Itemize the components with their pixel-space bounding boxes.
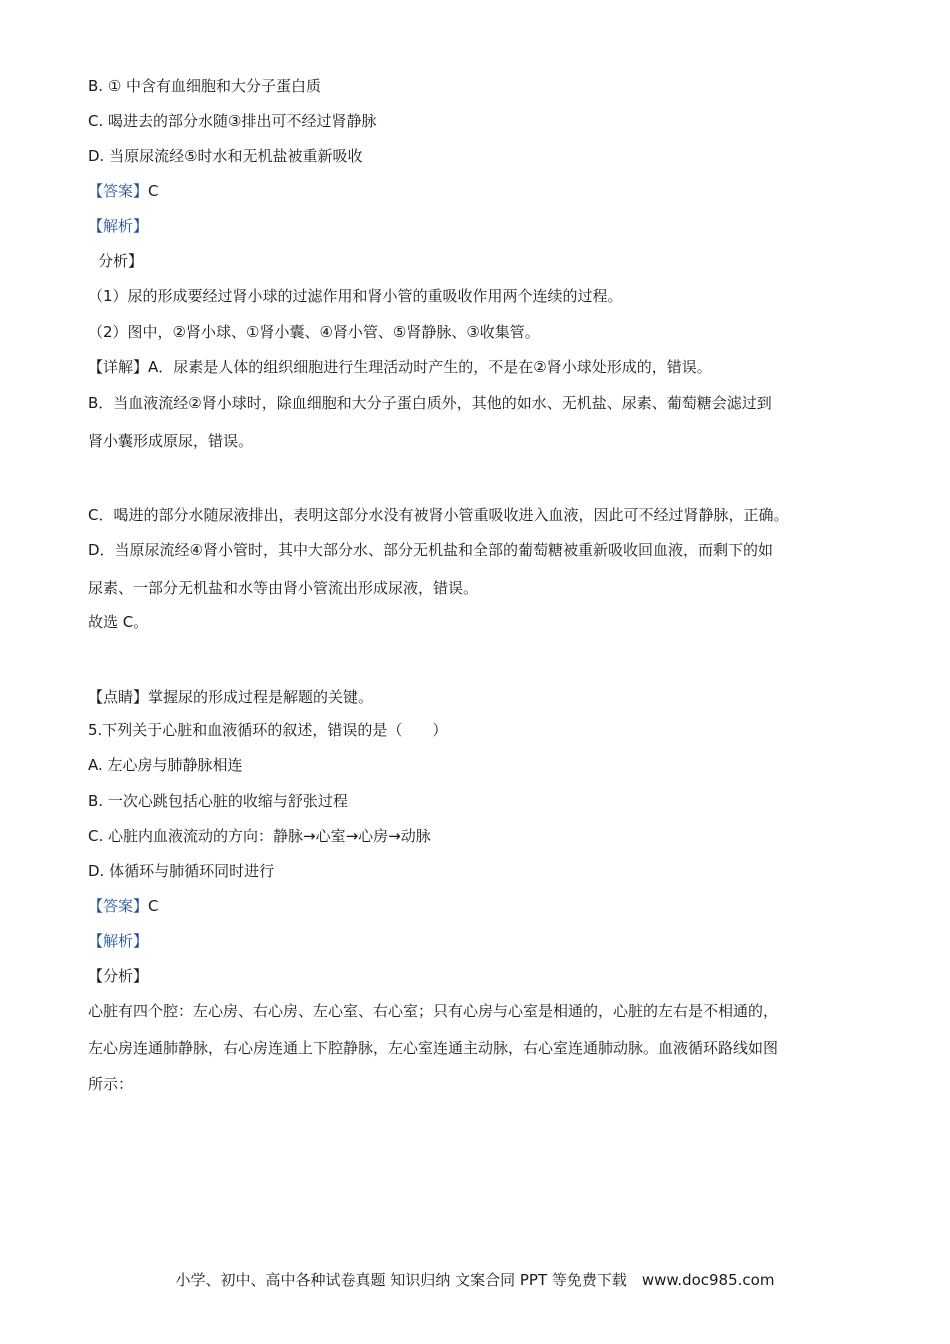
answer-value: C [148,897,159,915]
q4-detail-d-2: 尿素、一部分无机盐和水等由肾小管流出形成尿液，错误。 [88,579,479,597]
q4-analysis-sub: 分析】 [98,252,144,270]
q4-detail-a: 【详解】A．尿素是人体的组织细胞进行生理活动时产生的，不是在②肾小球处形成的，错误。 [88,358,712,376]
q5-answer [88,896,159,916]
q5-para-2: 左心房连通肺静脉，右心房连通上下腔静脉，左心室连通主动脉，右心室连通肺动脉。血液循环路线如图 [88,1039,779,1057]
q4-detail-c: C．喝进的部分水随尿液排出，表明这部分水没有被肾小管重吸收进入血液，因此可不经过肾静脉，正确。 [88,506,789,524]
q4-point: 【点睛】掌握尿的形成过程是解题的关键。 [88,688,374,706]
q4-option-b: B. ① 中含有血细胞和大分子蛋白质 [88,77,322,95]
q4-choose: 故选 C。 [88,613,149,631]
q4-answer [88,181,159,201]
q4-detail-d-1: D．当原尿流经④肾小管时，其中大部分水、部分无机盐和全部的葡萄糖被重新吸收回血液，而剩下的如 [88,541,774,559]
q5-option-b: B. 一次心跳包括心脏的收缩与舒张过程 [88,792,348,810]
q4-note-1: （1）尿的形成要经过肾小球的过滤作用和肾小管的重吸收作用两个连续的过程。 [88,287,623,305]
q4-detail-b-2: 肾小囊形成原尿，错误。 [88,432,254,450]
q5-stem: 5.下列关于心脏和血液循环的叙述，错误的是（ ） [88,721,448,739]
q5-analysis-tag: 【解析】 [88,932,149,950]
q4-option-d: D. 当原尿流经⑤时水和无机盐被重新吸收 [88,147,363,165]
q5-para-1: 心脏有四个腔：左心房、右心房、左心室、右心室；只有心房与心室是相通的，心脏的左右是不相通的， [88,1002,779,1020]
q5-para-3: 所示： [88,1075,134,1093]
q4-note-2: （2）图中，②肾小球、①肾小囊、④肾小管、⑤肾静脉、③收集管。 [88,323,540,341]
answer-tag: 【答案】 [88,182,149,200]
answer-tag: 【答案】 [88,897,149,915]
q4-detail-b-1: B．当血液流经②肾小球时，除血细胞和大分子蛋白质外，其他的如水、无机盐、尿素、葡萄糖会滤过到 [88,394,772,412]
q5-option-c: C. 心脏内血液流动的方向：静脉→心室→心房→动脉 [88,827,431,845]
q4-analysis-tag: 【解析】 [88,217,149,235]
q5-option-a: A. 左心房与肺静脉相连 [88,756,243,774]
q5-option-d: D. 体循环与肺循环同时进行 [88,862,275,880]
page-footer: 小学、初中、高中各种试卷真题 知识归纳 文案合同 PPT 等免费下载 www.doc985.com [175,1271,775,1289]
q4-option-c: C. 喝进去的部分水随③排出可不经过肾静脉 [88,112,377,130]
q5-analysis-sub: 【分析】 [88,967,149,985]
answer-value: C [148,182,159,200]
